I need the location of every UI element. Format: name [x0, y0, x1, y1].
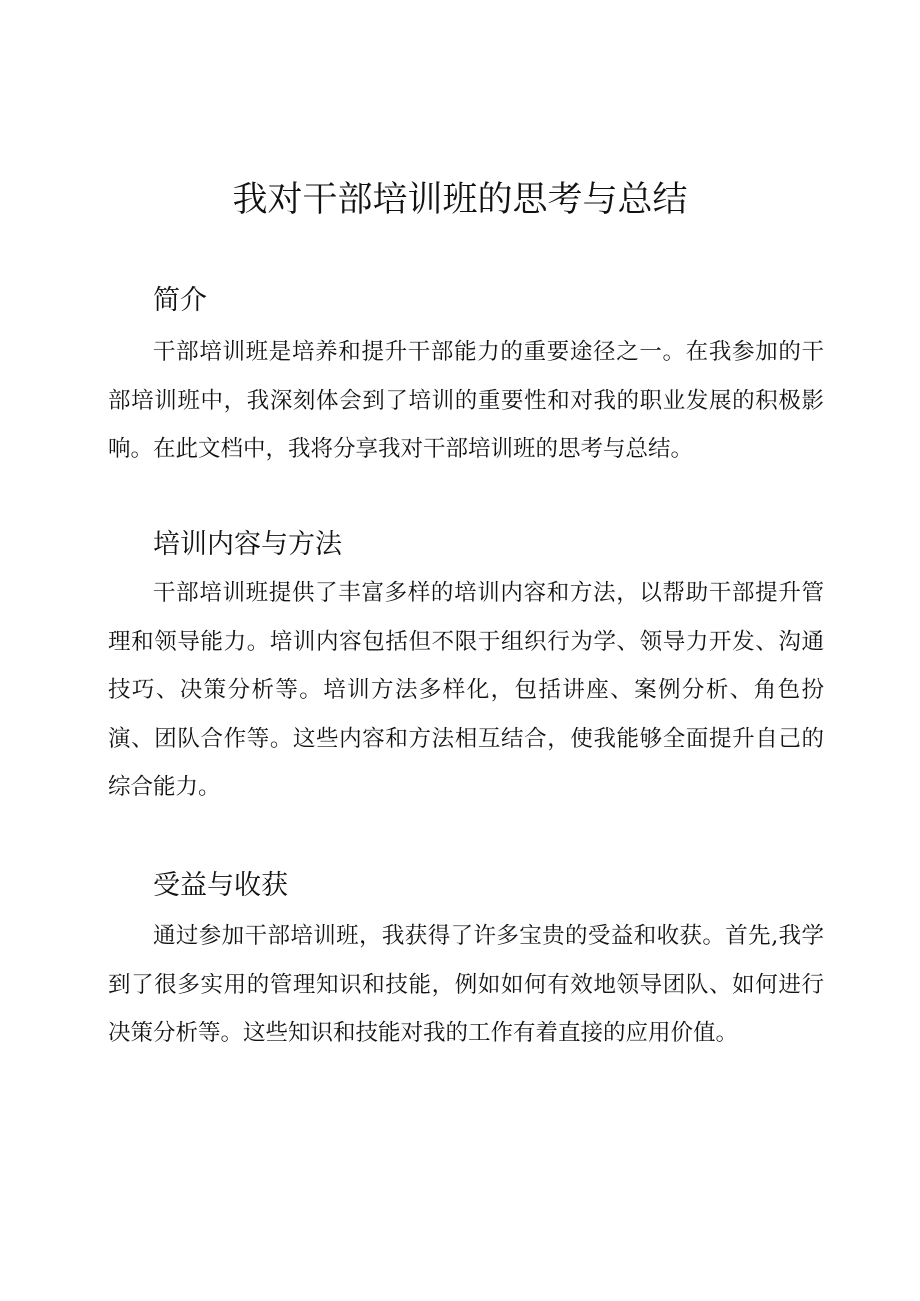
- section-paragraph-introduction: 干部培训班是培养和提升干部能力的重要途径之一。在我参加的干部培训班中，我深刻体会到了培训的重要性和对我的职业发展的积极影响。在此文档中，我将分享我对干部培训班的思考与总结。: [108, 339, 824, 462]
- section-paragraph-benefits: 通过参加干部培训班，我获得了许多宝贵的受益和收获。首先,我学到了很多实用的管理知识和技能，例如如何有效地领导团队、如何进行决策分析等。这些知识和技能对我的工作有着直接的应用价值。: [108, 923, 824, 1046]
- section-heading-benefits: 受益与收获: [153, 870, 288, 901]
- document-title: 我对干部培训班的思考与总结: [232, 180, 688, 220]
- section-heading-training-content: 培训内容与方法: [153, 529, 342, 560]
- section-heading-introduction: 简介: [153, 285, 207, 316]
- section-paragraph-training-content: 干部培训班提供了丰富多样的培训内容和方法，以帮助干部提升管理和领导能力。培训内容包括但不限于组织行为学、领导力开发、沟通技巧、决策分析等。培训方法多样化，包括讲座、案例分析、角色扮演、团队合作等。这些内容和方法相互结合，使我能够全面提升自己的综合能力。: [108, 580, 824, 800]
